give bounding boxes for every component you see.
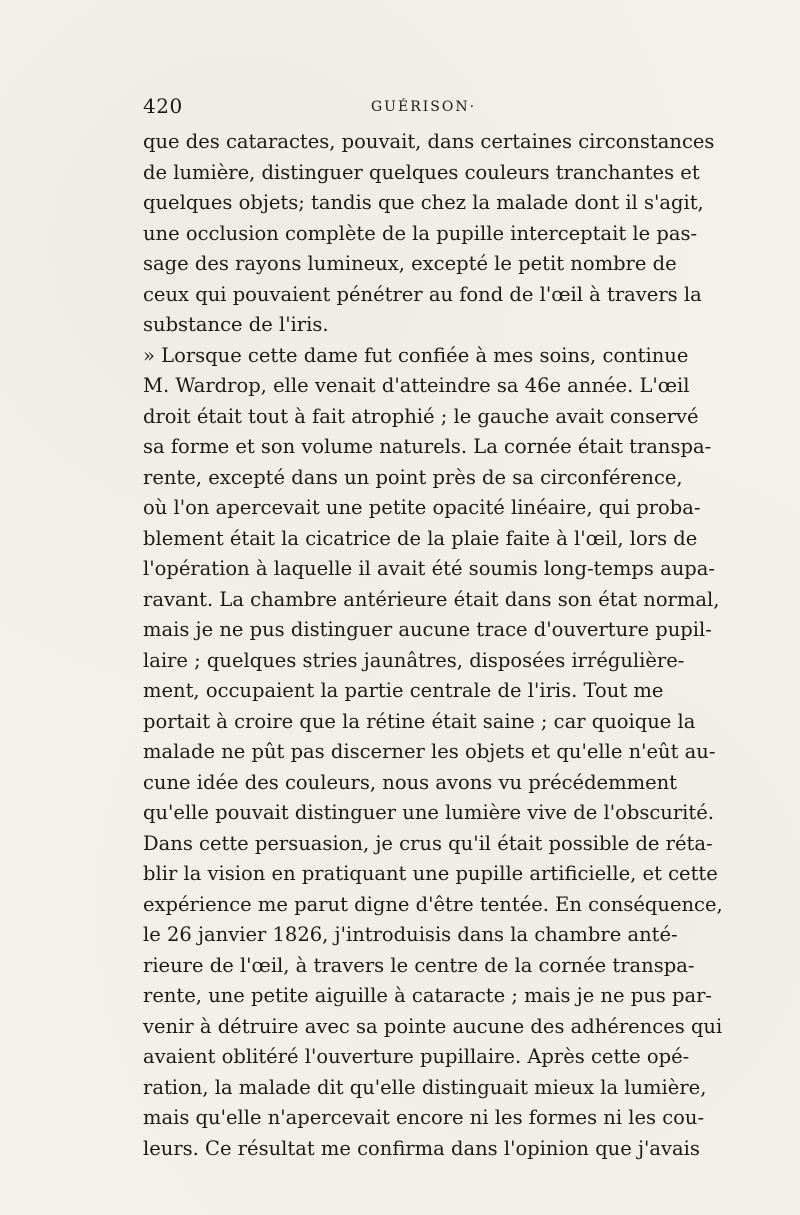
text-line: » Lorsque cette dame fut confiée à mes soins, continue [143,343,689,367]
text-line: quelques objets; tandis que chez la malade dont il s'agit, [143,191,704,214]
page-number: 420 [143,94,183,118]
running-head [143,92,658,120]
text-line: rente, excepté dans un point près de sa circonférence, [143,465,683,489]
text-line: ceux qui pouvaient pénétrer au fond de l'œil à travers la [143,282,702,306]
text-line: mais je ne pus distinguer aucune trace d'ouverture pupil- [143,618,712,641]
text-line: expérience me parut digne d'être tentée. En conséquence, [143,892,723,916]
text-line: laire ; quelques stries jaunâtres, disposées irrégulière- [143,648,685,672]
text-line: l'opération à laquelle il avait été soumis long-temps aupa- [143,557,715,580]
text-line: portait à croire que la rétine était saine ; car quoique la [143,709,696,733]
text-line: ration, la malade dit qu'elle distinguait mieux la lumière, [143,1075,707,1099]
text-line: qu'elle pouvait distinguer une lumière vive de l'obscurité. [143,801,714,824]
text-line: rieure de l'œil, à travers le centre de la cornée transpa- [143,953,695,977]
text-line: substance de l'iris. [143,313,329,336]
text-line: leurs. Ce résultat me confirma dans l'opinion que j'avais [143,1136,700,1160]
body-text [143,127,723,1164]
text-line: mais qu'elle n'apercevait encore ni les formes ni les cou- [143,1106,705,1129]
text-line: cune idée des couleurs, nous avons vu précédemment [143,770,678,794]
text-line: blement était la cicatrice de la plaie faite à l'œil, lors de [143,526,698,550]
text-line: où l'on apercevait une petite opacité linéaire, qui proba- [143,496,701,519]
text-line: venir à détruire avec sa pointe aucune des adhérences qui [143,1014,723,1038]
text-line: ment, occupaient la partie centrale de l'iris. Tout me [143,679,664,702]
text-line: une occlusion complète de la pupille interceptait le pas- [143,221,698,245]
text-line: que des cataractes, pouvait, dans certaines circonstances [143,130,715,153]
text-line: M. Wardrop, elle venait d'atteindre sa 46e année. L'œil [143,374,690,397]
text-line: malade ne pût pas discerner les objets et qu'elle n'eût au- [143,740,716,763]
text-line: de lumière, distinguer quelques couleurs tranchantes et [143,160,700,184]
text-line: Dans cette persuasion, je crus qu'il était possible de réta- [143,831,713,855]
text-line: sage des rayons lumineux, excepté le petit nombre de [143,252,677,275]
text-line: blir la vision en pratiquant une pupille artificielle, et cette [143,862,718,885]
text-line: sa forme et son volume naturels. La cornée était transpa- [143,435,712,458]
text-line: avaient oblitéré l'ouverture pupillaire. Après cette opé- [143,1045,690,1068]
section-title: GUÉRISON· [371,99,477,115]
text-line: droit était tout à fait atrophié ; le gauche avait conservé [143,404,699,428]
text-line: le 26 janvier 1826, j'introduisis dans la chambre anté- [143,923,678,946]
text-line: ravant. La chambre antérieure était dans son état normal, [143,587,720,611]
text-line: rente, une petite aiguille à cataracte ; mais je ne pus par- [143,984,713,1007]
